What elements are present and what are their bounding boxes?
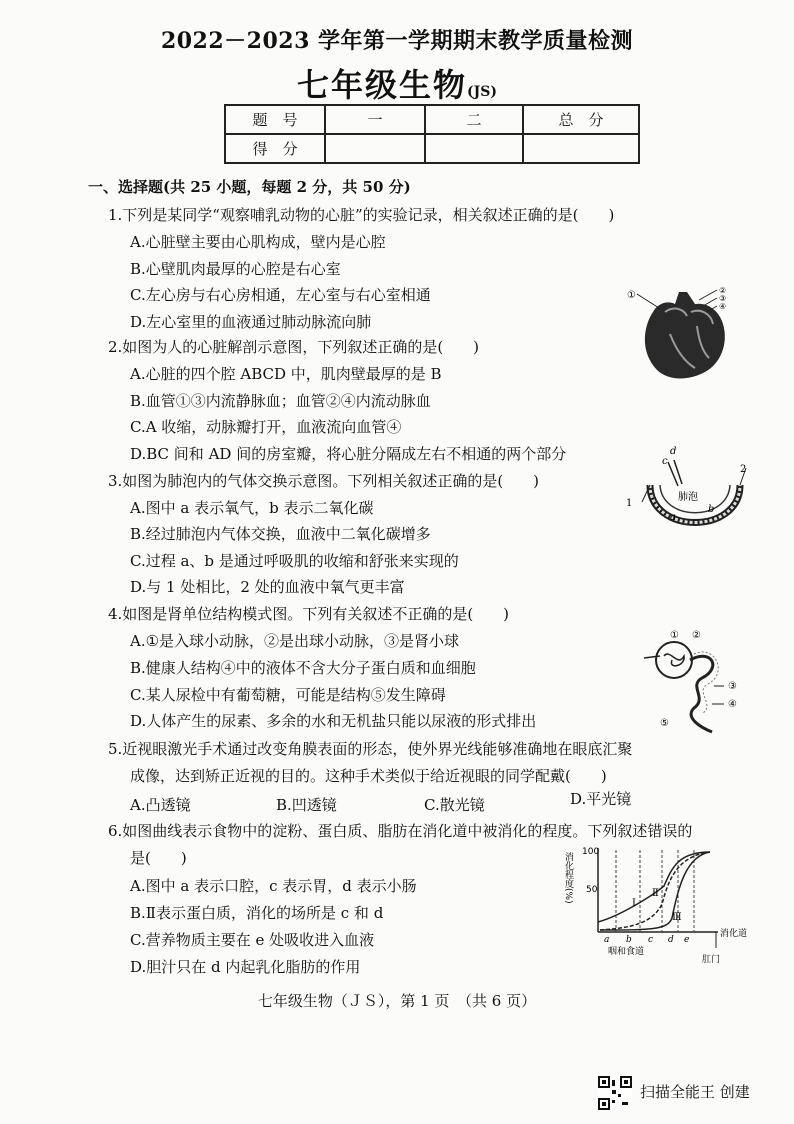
question-5-option-d: D.平光镜 — [570, 790, 632, 808]
qr-code-icon — [598, 1076, 632, 1110]
question-6-stem-line1: 6.如图曲线表示食物中的淀粉、蛋白质、脂肪在消化道中被消化的程度。下列叙述错误的 — [108, 822, 693, 840]
heart-pointer-3 — [703, 298, 717, 306]
question-1-option-a: A.心脏壁主要由心肌构成，壁内是心腔 — [130, 233, 386, 251]
heart-diagram — [625, 282, 750, 384]
question-3-option-d: D.与 1 处相比，2 处的血液中氧气更丰富 — [130, 578, 405, 596]
chart-xtick-b: b — [626, 935, 632, 945]
chart-xtick-c: c — [648, 935, 654, 945]
score-row-label: 得 分 — [225, 134, 325, 163]
section-title: 一、选择题(共 25 小题，每题 2 分，共 50 分) — [88, 178, 411, 196]
score-table-header-row — [225, 105, 639, 134]
alveolus-diagram — [620, 440, 750, 550]
renal-tubule — [690, 656, 713, 732]
capillary-vessel — [650, 485, 740, 523]
nephron-label-2: ② — [692, 630, 701, 641]
glomerulus — [664, 654, 684, 666]
qr-dot-2 — [624, 1080, 628, 1084]
qr-dot-4 — [612, 1090, 616, 1094]
question-2-option-d: D.BC 间和 AD 间的房室瓣，将心脏分隔成左右不相通的两个部分 — [130, 445, 567, 463]
nephron-diagram — [632, 628, 752, 743]
curve-label-3: Ⅲ — [672, 912, 682, 923]
chart-xtick-e: e — [684, 935, 690, 945]
alveolus-label-c: c — [662, 456, 668, 467]
subject-suffix: (JS) — [467, 84, 497, 100]
question-3-option-a: A.图中 a 表示氧气，b 表示二氧化碳 — [130, 499, 374, 517]
qr-dot-1 — [602, 1080, 606, 1084]
nephron-label-3: ③ — [728, 681, 737, 692]
curve-label-1: Ⅰ — [632, 898, 636, 909]
nephron-label-4: ④ — [728, 699, 737, 710]
score-table-score-row — [225, 134, 639, 163]
nephron-label-5: ⑤ — [660, 718, 669, 729]
question-5-option-b: B.凹透镜 — [276, 796, 337, 814]
heart-label-1: ① — [627, 290, 636, 301]
question-2-option-b: B.血管①③内流静脉血；血管②④内流动脉血 — [130, 392, 431, 410]
scanner-watermark: 扫描全能王 创建 — [640, 1083, 750, 1101]
chart-x-caption: 咽和食道 — [608, 947, 645, 957]
question-6-stem-line2: 是( ) — [130, 849, 187, 867]
heart-label-3: ③ — [719, 294, 727, 303]
question-5-stem-line2: 成像，达到矫正近视的目的。这种手术类似于给近视眼的同学配戴( ) — [130, 767, 607, 785]
question-4-option-c: C.某人尿检中有葡萄糖，可能是结构⑤发生障碍 — [130, 686, 446, 704]
alveolus-label-a: a — [670, 512, 676, 523]
question-3-option-c: C.过程 a、b 是通过呼吸肌的收缩和舒张来实现的 — [130, 552, 459, 570]
alveolus-label-1: 1 — [626, 498, 633, 509]
alveolus-label-b: b — [708, 504, 715, 515]
bowmans-capsule — [656, 642, 692, 678]
question-1-option-d: D.左心室里的血液通过肺动脉流向肺 — [130, 313, 372, 331]
question-2-stem: 2.如图为人的心脏解剖示意图，下列叙述正确的是( ) — [108, 338, 480, 356]
question-5-option-c: C.散光镜 — [424, 796, 485, 814]
question-4-option-d: D.人体产生的尿素、多余的水和无机盐只能以尿液的形式排出 — [130, 712, 537, 730]
exam-title: 2022－2023 学年第一学期期末教学质量检测 — [160, 28, 634, 54]
curve-label-2: Ⅱ — [652, 888, 659, 899]
question-6-option-b: B.Ⅱ表示蛋白质，消化的场所是 c 和 d — [130, 904, 384, 922]
chart-xtick-d: d — [668, 935, 674, 945]
heart-shape — [645, 292, 725, 379]
score-blank-total — [523, 134, 639, 163]
question-2-option-a: A.心脏的四个腔 ABCD 中，肌肉壁最厚的是 B — [130, 365, 442, 383]
chart-ytick-50: 50 — [586, 885, 598, 895]
subject-name: 七年级生物 — [297, 66, 468, 104]
question-6-option-a: A.图中 a 表示口腔，c 表示胃，d 表示小肠 — [130, 877, 417, 895]
alveolus-label-d: d — [670, 446, 677, 457]
question-2-option-c: C.A 收缩，动脉瓣打开，血液流向血管④ — [130, 418, 402, 436]
alveolus-center-label: 肺泡 — [678, 492, 698, 503]
score-cell-total: 总 分 — [523, 105, 639, 134]
question-6-option-d: D.胆汁只在 d 内起乳化脂肪的作用 — [130, 958, 361, 976]
chart-x-end-label: 消化道 — [720, 929, 748, 939]
qr-dot-3 — [602, 1102, 606, 1106]
alveolus-label-2: 2 — [740, 464, 747, 475]
chart-ylabel: 消化程度(%) — [563, 852, 573, 904]
question-5-stem-line1: 5.近视眼激光手术通过改变角膜表面的形态，使外界光线能够准确地在眼底汇聚 — [108, 740, 633, 758]
score-table — [224, 104, 640, 164]
question-3-stem: 3.如图为肺泡内的气体交换示意图。下列相关叙述正确的是( ) — [108, 472, 540, 490]
chart-xtick-a: a — [604, 935, 610, 945]
heart-label-4: ④ — [719, 302, 727, 311]
subject-title — [0, 60, 794, 106]
score-cell-label: 题 号 — [225, 105, 325, 134]
question-4-stem: 4.如图是肾单位结构模式图。下列有关叙述不正确的是( ) — [108, 605, 510, 623]
chart-ytick-100: 100 — [582, 847, 600, 857]
question-4-option-a: A.①是入球小动脉，②是出球小动脉，③是肾小球 — [130, 632, 460, 650]
heart-pointer-1 — [637, 294, 659, 308]
question-3-option-b: B.经过肺泡内气体交换，血液中二氧化碳增多 — [130, 525, 431, 543]
qr-dot-6 — [612, 1100, 615, 1103]
qr-dot-8 — [612, 1080, 615, 1086]
arrow-in — [644, 656, 660, 658]
score-cell-part1: 一 — [325, 105, 425, 134]
question-5-option-a: A.凸透镜 — [130, 796, 191, 814]
question-1-option-c: C.左心房与右心房相通，左心室与右心室相通 — [130, 286, 431, 304]
qr-dot-7 — [622, 1102, 628, 1105]
chart-anus-label: 肛门 — [702, 955, 721, 965]
heart-label-2: ② — [719, 286, 727, 295]
question-1-stem: 1.下列是某同学“观察哺乳动物的心脏”的实验记录，相关叙述正确的是( ) — [108, 206, 615, 224]
digestion-chart — [560, 838, 760, 978]
score-cell-part2: 二 — [425, 105, 523, 134]
score-blank-1 — [325, 134, 425, 163]
nephron-label-1: ① — [670, 630, 679, 641]
score-blank-2 — [425, 134, 523, 163]
question-6-option-c: C.营养物质主要在 e 处吸收进入血液 — [130, 931, 375, 949]
qr-dot-5 — [618, 1094, 621, 1097]
question-4-option-b: B.健康人结构④中的液体不含大分子蛋白质和血细胞 — [130, 659, 476, 677]
question-1-option-b: B.心壁肌肉最厚的心腔是右心室 — [130, 260, 341, 278]
heart-pointer-2 — [699, 290, 717, 300]
page-footer: 七年级生物（ＪＳ），第 1 页 （共 6 页） — [257, 992, 537, 1010]
